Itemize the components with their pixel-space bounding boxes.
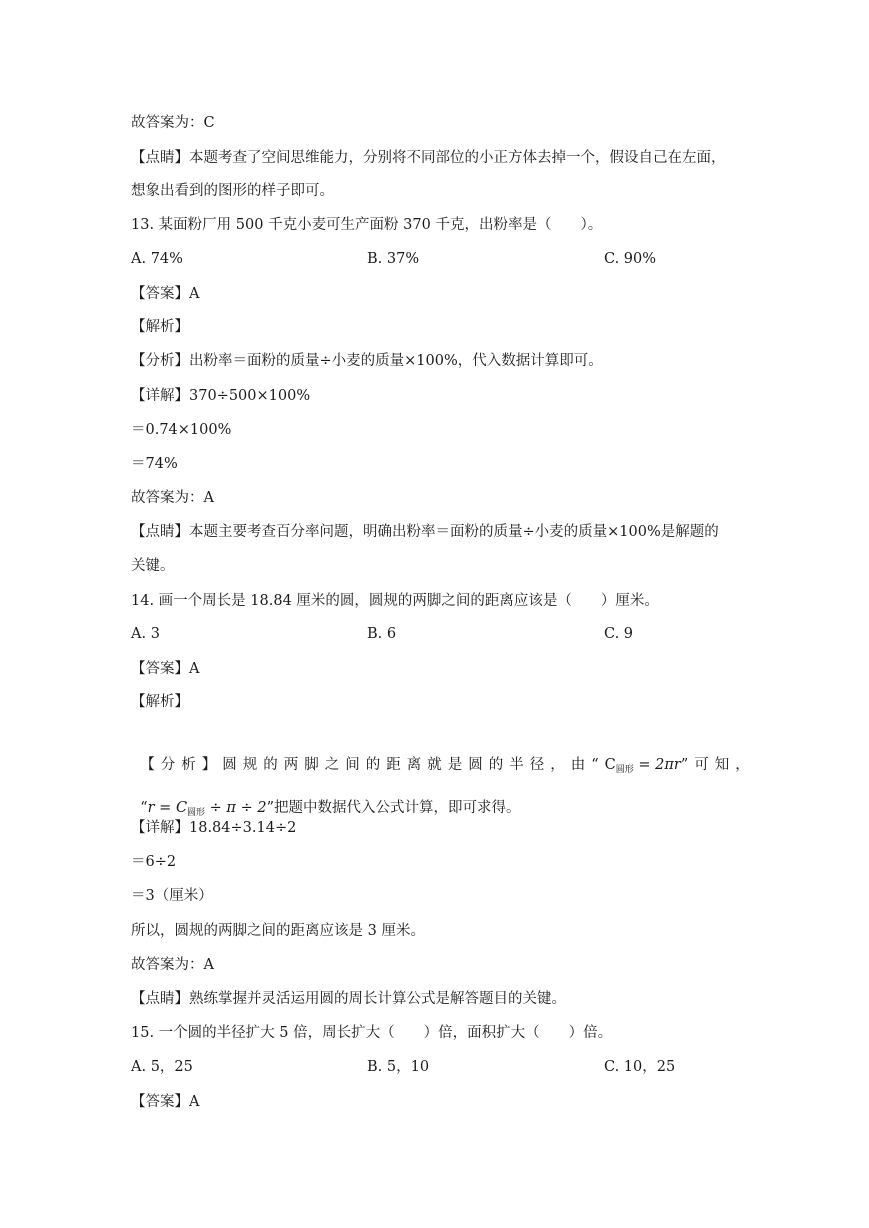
question-13: 13. 某面粉厂用 500 千克小麦可生产面粉 370 千克，出粉率是（ ）。 [131,217,603,233]
q13-comment-line-2: 关键。 [131,558,175,574]
q13-answer-line: 故答案为：A [131,490,214,506]
comment-12-line-2: 想象出看到的图形的样子即可。 [131,183,334,199]
q15-answer: 【答案】A [131,1094,200,1110]
q14-conclusion: 所以，圆规的两脚之间的距离应该是 3 厘米。 [131,923,425,939]
q14-fenxi-tail: ”可知， [680,757,756,773]
q14-fenxi-line-1 [131,735,756,780]
q14-comment: 【点睛】熟练掌握并灵活运用圆的周长计算公式是解答题目的关键。 [131,991,566,1007]
question-14: 14. 画一个周长是 18.84 厘米的圆，圆规的两脚之间的距离应该是（ ）厘米。 [131,593,659,609]
q13-option-b: B. 37% [367,251,420,267]
q13-fenxi: 【分析】出粉率＝面粉的质量÷小麦的质量×100%，代入数据计算即可。 [131,353,603,369]
q14-option-a: A. 3 [131,626,160,642]
q14-detail-3: ＝3（厘米） [131,888,213,904]
formula-c-subscript: 圆形 [615,765,634,775]
q15-option-c: C. 10，25 [604,1059,676,1075]
q14-fenxi-line-2 [131,778,520,823]
q14-detail-2: ＝6÷2 [131,854,177,870]
formula-rest: = 2πr [633,757,681,773]
q14-option-b: B. 6 [367,626,397,642]
q15-option-a: A. 5，25 [131,1059,193,1075]
formula2-rest: ÷ π ÷ 2 [205,800,267,816]
q14-analysis-heading: 【解析】 [131,694,189,710]
formula-radius [148,800,267,816]
formula2-head: r = C [147,800,188,816]
q14-option-c: C. 9 [604,626,634,642]
q15-option-b: B. 5，10 [367,1059,430,1075]
q14-fenxi2-open: “ [140,800,148,816]
comment-12-line-1: 【点睛】本题考查了空间思维能力，分别将不同部位的小正方体去掉一个，假设自己在左面， [131,150,726,166]
q14-detail-1: 【详解】18.84÷3.14÷2 [131,820,297,836]
q14-fenxi2-tail: ”把题中数据代入公式计算，即可求得。 [266,800,521,816]
q13-detail-3: ＝74% [131,456,178,472]
question-15: 15. 一个圆的半径扩大 5 倍，周长扩大（ ）倍，面积扩大（ ）倍。 [131,1025,613,1041]
q13-option-c: C. 90% [604,251,657,267]
q13-comment-line-1: 【点睛】本题主要考查百分率问题，明确出粉率＝面粉的质量÷小麦的质量×100%是解题的 [131,524,719,540]
answer-line-12: 故答案为：C [131,115,215,131]
q13-option-a: A. 74% [131,251,183,267]
formula-circumference [605,757,681,773]
formula2-subscript: 圆形 [187,808,206,818]
q13-detail-1: 【详解】370÷500×100% [131,388,311,404]
q13-answer: 【答案】A [131,286,200,302]
q14-answer: 【答案】A [131,661,200,677]
q13-analysis-heading: 【解析】 [131,319,189,335]
q14-answer-line: 故答案为：A [131,957,214,973]
q14-fenxi-head: 【分析】圆规的两脚之间的距离就是圆的半径，由“ [140,757,605,773]
q13-detail-2: ＝0.74×100% [131,422,232,438]
formula-c: C [604,757,616,773]
